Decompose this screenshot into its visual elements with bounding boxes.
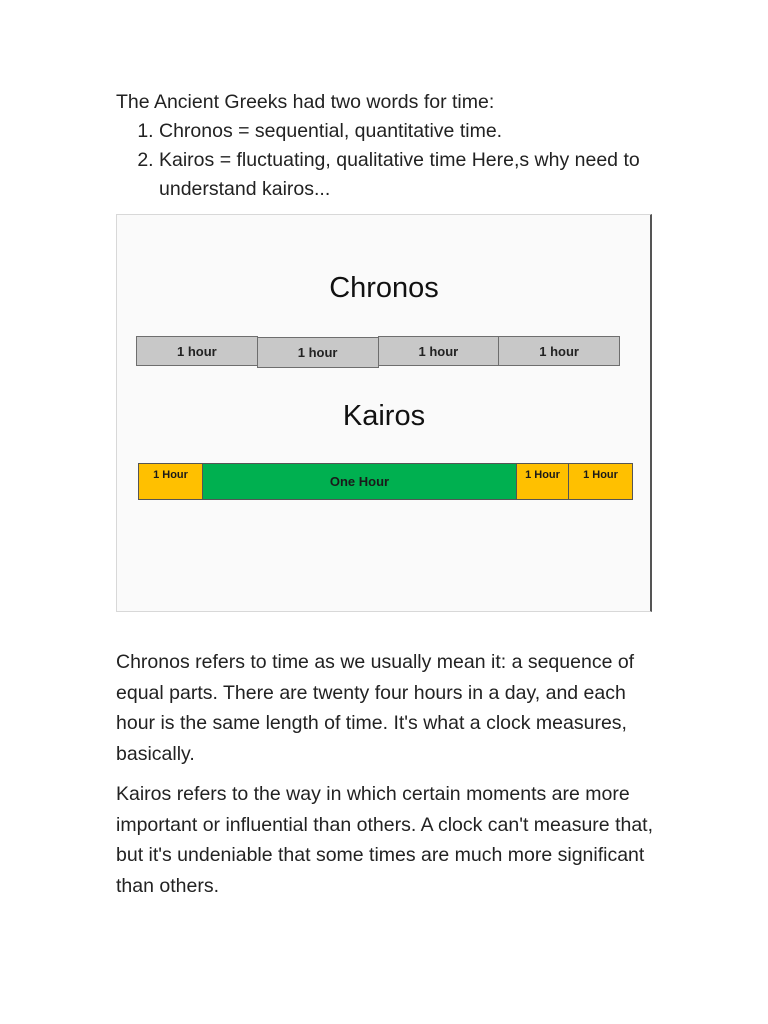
paragraph-chronos: Chronos refers to time as we usually mean it: a sequence of equal parts. There are twenty four hours in a day, and each hour is the same length of time. It's what a clock measures, basically. [116, 651, 635, 765]
chronos-title: Chronos [329, 272, 439, 304]
intro-section [116, 88, 676, 204]
kairos-segment: 1 Hour [138, 463, 203, 500]
chronos-segment: 1 hour [136, 336, 258, 366]
kairos-segment: 1 Hour [568, 463, 633, 500]
intro-lead: The Ancient Greeks had two words for time: [116, 91, 495, 113]
kairos-segment: 1 Hour [516, 463, 569, 500]
kairos-title: Kairos [342, 400, 426, 432]
chronos-segment: 1 hour [257, 337, 379, 368]
list-item-kairos: 2. Kairos = fluctuating, qualitative time Here,s why need to understand kairos... [159, 146, 676, 204]
list-item-chronos: 1. Chronos = sequential, quantitative time. [159, 117, 676, 146]
body-text [116, 647, 656, 911]
chronos-bar [136, 336, 620, 366]
kairos-segment-emphasized: One Hour [202, 463, 517, 500]
kairos-bar [138, 463, 633, 500]
intro-list [116, 117, 676, 204]
paragraph-kairos: Kairos refers to the way in which certain moments are more important or influential than others. A clock can't measure that, but it's undeniable that some times are much more significant than others. [116, 783, 654, 897]
chronos-segment: 1 hour [378, 336, 500, 366]
chronos-segment: 1 hour [498, 336, 620, 366]
